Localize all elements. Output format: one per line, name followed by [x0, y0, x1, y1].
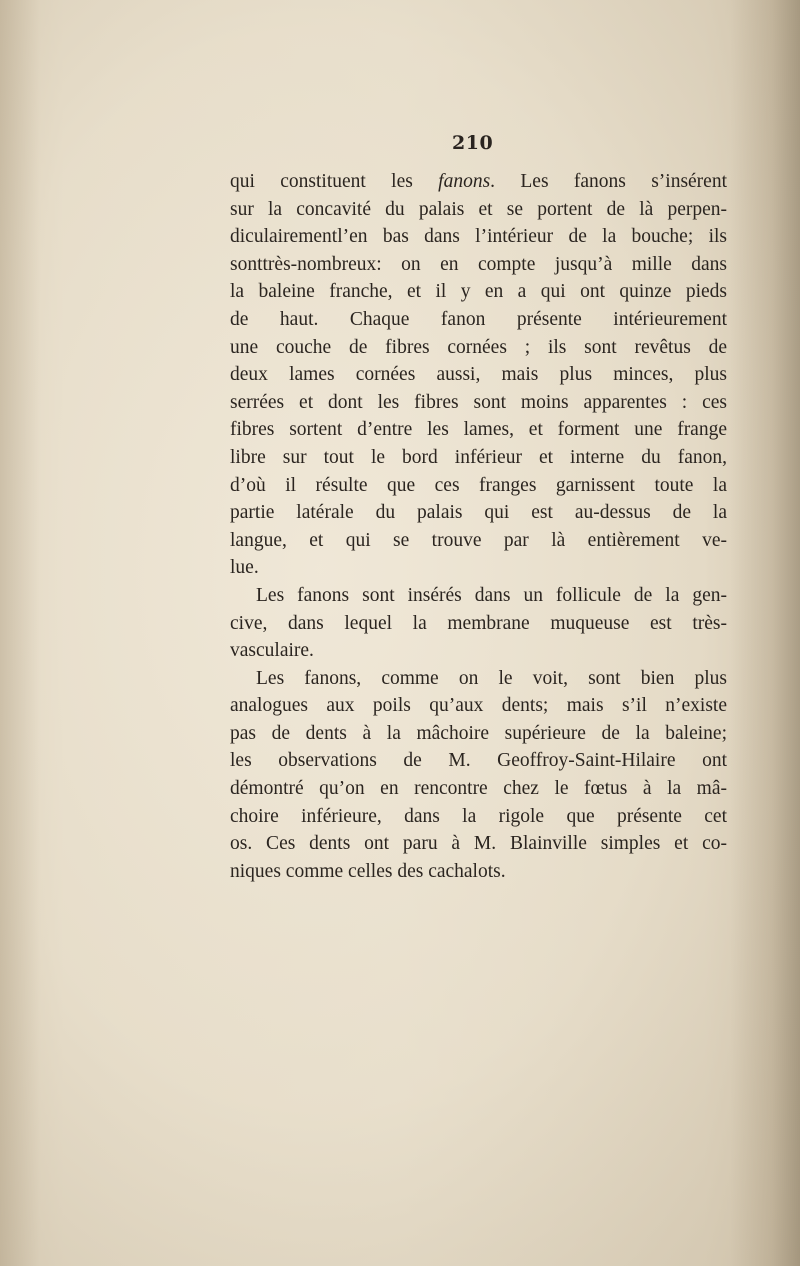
text-line-segment: serrées et dont les fibres sont moins apparentes : ces [230, 391, 727, 413]
text-line [230, 306, 727, 334]
text-line [230, 196, 727, 224]
text-line [230, 251, 727, 279]
text-line [230, 692, 727, 720]
text-line [230, 665, 727, 693]
text-line-segment: Les fanons sont insérés dans un follicule de la gen- [256, 584, 727, 606]
text-line-segment: choire inférieure, dans la rigole que présente cet [230, 805, 727, 827]
text-line [230, 278, 727, 306]
text-line [230, 637, 727, 665]
text-line-segment: diculairementl’en bas dans l’intérieur de la bouche; ils [230, 226, 727, 248]
text-line [230, 527, 727, 555]
text-line [230, 582, 727, 610]
text-line-segment: . Les fanons s’insérent [490, 171, 727, 192]
text-line-segment: analogues aux poils qu’aux dents; mais s’il n’existe [230, 695, 727, 717]
text-line-segment: sonttrès-nombreux: on en compte jusqu’à mille dans [230, 253, 727, 275]
text-line [230, 361, 727, 389]
text-line [230, 416, 727, 444]
text-line [230, 389, 727, 417]
text-line-segment: de haut. Chaque fanon présente intérieurement [230, 308, 727, 330]
text-line-segment: d’où il résulte que ces franges garnissent toute la [230, 474, 727, 496]
gutter-shadow [0, 0, 40, 1266]
text-line [230, 830, 727, 858]
text-line-segment: démontré qu’on en rencontre chez le fœtus à la mâ- [230, 778, 727, 800]
text-line-segment: lue. [230, 557, 259, 579]
text-line [230, 554, 727, 582]
page-edge-shadow [730, 0, 800, 1266]
text-line-segment: fibres sortent d’entre les lames, et forment une frange [230, 419, 727, 441]
text-line [230, 803, 727, 831]
text-line [230, 223, 727, 251]
text-line [230, 472, 727, 500]
text-line [230, 858, 727, 886]
text-line [230, 499, 727, 527]
text-line [230, 444, 727, 472]
text-line [230, 747, 727, 775]
text-line-segment: os. Ces dents ont paru à M. Blainville simples et co- [230, 833, 727, 855]
text-line [230, 610, 727, 638]
text-line-segment: langue, et qui se trouve par là entièrement ve- [230, 529, 727, 551]
text-line-segment: Les fanons, comme on le voit, sont bien plus [256, 667, 727, 689]
body-text [230, 168, 727, 885]
italic-term: fanons [438, 171, 491, 192]
text-line [230, 334, 727, 362]
text-line-segment: libre sur tout le bord inférieur et interne du fanon, [230, 446, 727, 468]
text-line [230, 720, 727, 748]
text-line-segment: vasculaire. [230, 640, 314, 662]
page-number: 210 [452, 132, 494, 154]
text-line-segment: les observations de M. Geoffroy-Saint-Hilaire ont [230, 750, 727, 772]
text-line-segment: niques comme celles des cachalots. [230, 860, 506, 882]
text-line-segment: sur la concavité du palais et se portent de là perpen- [230, 198, 727, 220]
text-line-segment: deux lames cornées aussi, mais plus minces, plus [230, 364, 727, 386]
text-line-segment: qui constituent les [230, 171, 439, 192]
text-line [230, 168, 727, 196]
text-line [230, 775, 727, 803]
text-line-segment: une couche de fibres cornées ; ils sont revêtus de [230, 336, 727, 358]
text-line-segment: la baleine franche, et il y en a qui ont quinze pieds [230, 281, 727, 303]
text-line-segment: pas de dents à la mâchoire supérieure de la baleine; [230, 722, 727, 744]
text-line-segment: cive, dans lequel la membrane muqueuse est très- [230, 612, 727, 634]
text-line-segment: partie latérale du palais qui est au-dessus de la [230, 502, 727, 524]
